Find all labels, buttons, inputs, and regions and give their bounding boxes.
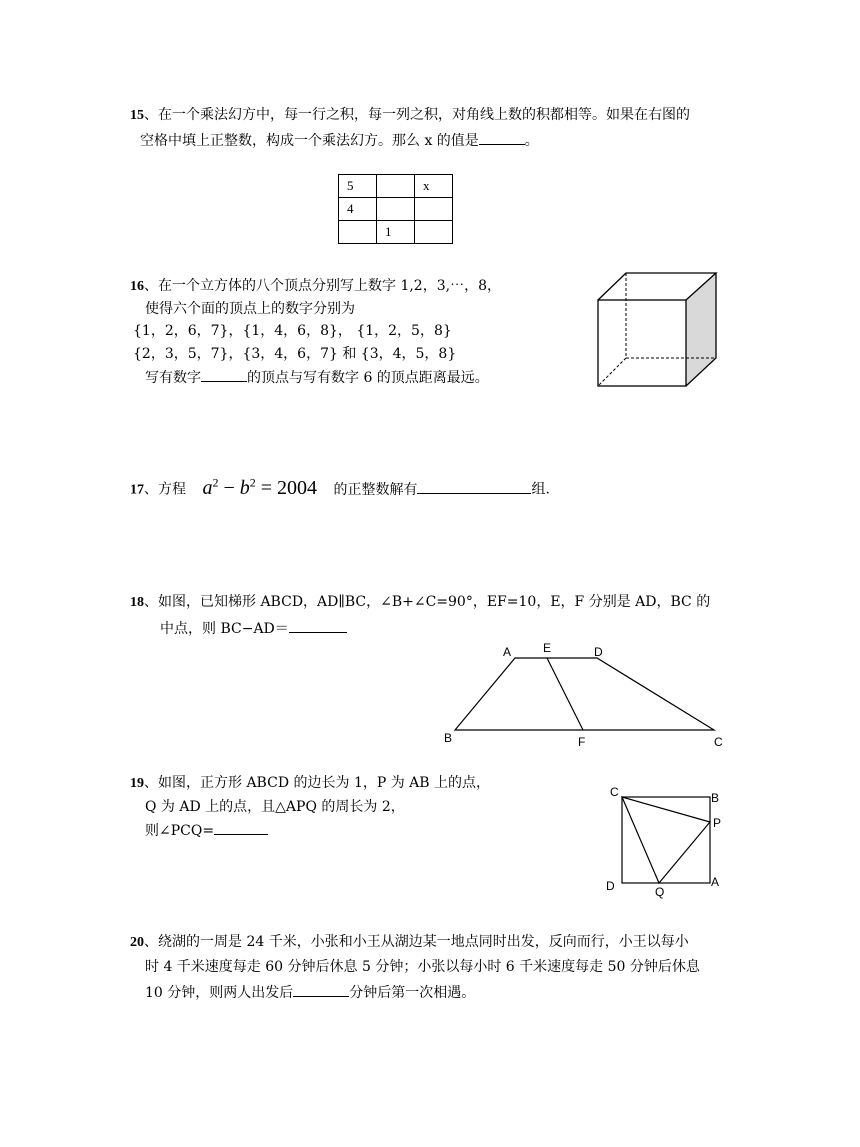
q17-line: 17、方程 $a^2 - b^2 = 2004$ 的正整数解有 组. (130, 475, 550, 499)
q17-number: 17 (130, 482, 144, 498)
q18-answer-blank (289, 618, 347, 633)
q19-number: 19 (130, 776, 144, 791)
label-c: C (714, 735, 723, 749)
q17-equation: $a^2 - b^2 = 2004$ (202, 475, 318, 499)
q20-answer-blank (293, 982, 349, 997)
q16-line2: 使得六个面的顶点上的数字分别为 (145, 301, 355, 317)
q18-line1: 18、如图，已知梯形 ABCD，AD∥BC，∠B+∠C=90°，EF=10，E，F 分别是 AD，BC 的 (130, 594, 711, 610)
q17-answer-blank (417, 479, 531, 494)
q18-number: 18 (130, 595, 144, 610)
label-p: P (713, 816, 722, 830)
cube-hidden-edge-diag (598, 358, 626, 386)
triangle-cpq (622, 797, 710, 883)
label-a: A (503, 645, 512, 659)
q15-line2: 空格中填上正整数，构成一个乘法幻方。那么 x 的值是 。 (140, 130, 539, 151)
q20-line2: 时 4 千米速度每走 60 分钟后休息 5 分钟；小张以每小时 6 千米速度每走 50 分钟后休息 (145, 959, 700, 975)
q15-number: 15 (130, 108, 144, 123)
grid-cell: x (415, 175, 453, 198)
label-b: B (444, 731, 453, 745)
q16-line5: 写有数字 的顶点与写有数字 6 的顶点距离最远。 (145, 367, 489, 388)
q18-line2: 中点，则 BC−AD＝ (160, 618, 347, 639)
cube-figure (590, 268, 720, 390)
q15-answer-blank (479, 130, 525, 145)
label-b: B (711, 791, 720, 805)
label-q: Q (655, 885, 665, 899)
label-f: F (578, 735, 586, 749)
grid-cell (377, 175, 415, 198)
q19-line2: Q 为 AD 上的点，且△APQ 的周长为 2， (145, 799, 405, 815)
grid-cell (339, 221, 377, 244)
q20-line3: 10 分钟，则两人出发后 分钟后第一次相遇。 (145, 982, 475, 1003)
grid-cell: 5 (339, 175, 377, 198)
grid-cell (415, 198, 453, 221)
grid-cell: 1 (377, 221, 415, 244)
label-a: A (711, 875, 720, 889)
q19-line3: 则∠PCQ= (145, 820, 268, 841)
q16-line3: {1，2，6，7}，{1，4，6，8}， {1，2，5，8} (133, 323, 452, 339)
grid-cell (415, 221, 453, 244)
q16-answer-blank (201, 367, 247, 382)
magic-square-grid (338, 174, 453, 244)
q19-line1: 19、如图，正方形 ABCD 的边长为 1，P 为 AB 上的点， (130, 775, 491, 791)
label-e: E (543, 641, 552, 655)
q20-line1: 20、绕湖的一周是 24 千米，小张和小王从湖边某一地点同时出发，反向而行，小王以每小 (130, 934, 689, 950)
grid-cell: 4 (339, 198, 377, 221)
q16-line4: {2，3，5，7}，{3，4，6，7} 和 {3，4，5，8} (133, 346, 457, 362)
q20-number: 20 (130, 935, 144, 950)
label-d: D (606, 879, 615, 893)
square-figure (600, 782, 730, 900)
grid-cell (377, 198, 415, 221)
cube-shaded-side (686, 273, 716, 386)
q15-line1: 15、在一个乘法幻方中，每一行之积，每一列之积，对角线上数的积都相等。如果在右图的 (130, 107, 690, 123)
q16-number: 16 (130, 279, 144, 294)
trapezoid-figure (440, 640, 730, 752)
label-d: D (594, 645, 603, 659)
trapezoid-abcd (455, 658, 714, 730)
q16-line1: 16、在一个立方体的八个顶点分别写上数字 1,2，3,⋯，8， (130, 278, 501, 294)
segment-ef (547, 658, 583, 730)
q19-answer-blank (214, 820, 268, 835)
label-c: C (610, 785, 619, 799)
